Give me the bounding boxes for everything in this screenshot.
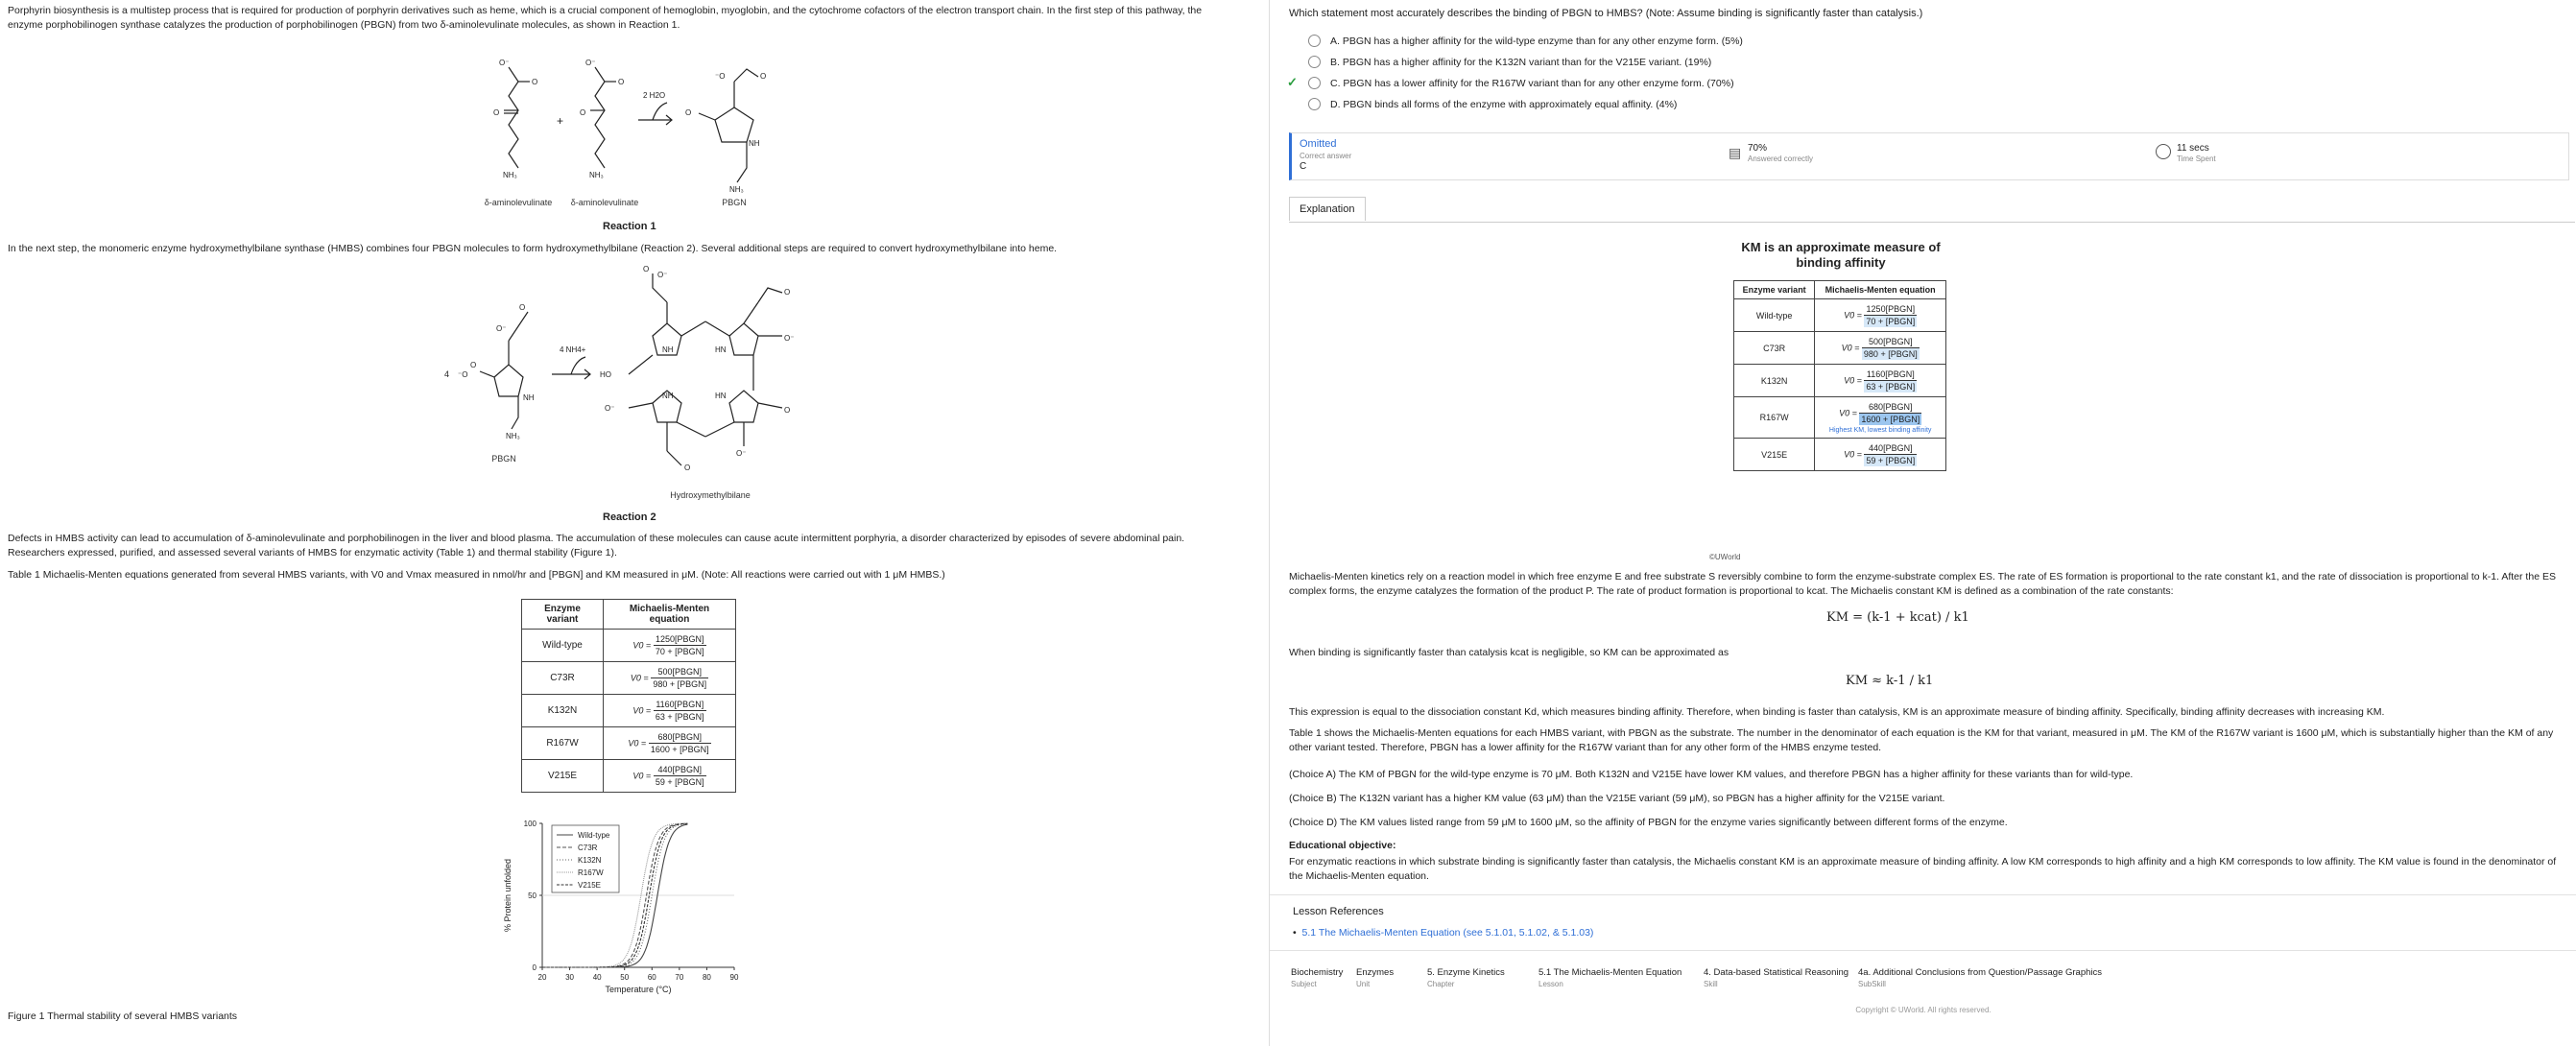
equation-numerator: 1160[PBGN]	[654, 699, 706, 711]
time-spent: 11 secs	[2177, 143, 2209, 154]
equation-denominator: 63 + [PBGN]	[1866, 382, 1916, 392]
table-cell-equation	[1815, 299, 1946, 332]
table-1	[521, 599, 736, 793]
rxn1-label-b: δ-aminolevulinate	[570, 198, 639, 207]
correct-answer-label: Correct answer	[1300, 152, 1352, 160]
table-row	[522, 662, 736, 695]
svg-text:O: O	[784, 288, 791, 297]
equation-fraction	[1864, 442, 1917, 466]
v0-label: V0 =	[1839, 408, 1857, 418]
table-cell-equation	[604, 727, 736, 760]
equation-denominator: 70 + [PBGN]	[1866, 317, 1916, 326]
passage-paragraph-1: Porphyrin biosynthesis is a multistep process that is required for production of porphyrin derivatives such as heme, which is a crucial component of hemoglobin, myoglobin, and the cytochrome cofactors of the electron transport chain. In the first step of this pathway, the enzyme porphobilinogen synthase catalyzes the production of porphobilinogen (PBGN) from two δ-aminolevulinate molecules, as shown in Reaction 1.	[8, 5, 1203, 31]
equation-fraction	[1862, 336, 1920, 360]
table-cell-variant: R167W	[1734, 397, 1815, 439]
rxn1-label-c: PBGN	[722, 198, 747, 207]
svg-text:O: O	[532, 78, 538, 86]
highest-km-note: Highest KM, lowest binding affinity	[1828, 427, 1932, 434]
equation-numerator: 1160[PBGN]	[1864, 368, 1917, 381]
explanation-box-title: KM is an approximate measure of binding affinity	[1741, 240, 1941, 270]
y-tick-label: 50	[528, 891, 537, 900]
correct-answer-value: C	[1300, 161, 1307, 172]
legend-label: R167W	[578, 868, 604, 877]
time-spent-label: Time Spent	[2177, 155, 2216, 163]
passage-paragraph-2: In the next step, the monomeric enzyme hydroxymethylbilane synthase (HMBS) combines four PBGN molecules to form hydroxymethylbilane (Reaction 2). Several additional steps are required to convert hydroxymethylbilane into heme.	[8, 243, 1058, 254]
y-axis-label: % Protein unfolded	[503, 858, 513, 933]
v0-label: V0 =	[1844, 375, 1862, 386]
educational-objective: For enzymatic reactions in which substrate binding is significantly faster than catalysis, the Michaelis constant KM is an approximate measure of binding affinity. A low KM corresponds to high affinity and a high KM corresponds to low affinity. The KM value is found in the denominator of the Michaelis-Menten equation.	[1289, 856, 2557, 882]
svg-text:HN: HN	[715, 345, 727, 354]
x-tick-label: 90	[729, 973, 739, 982]
equation-fraction	[1864, 303, 1917, 327]
figure-1-chart	[499, 814, 758, 996]
rxn2-reagent: 4 NH4+	[560, 345, 586, 354]
legend-label: Wild-type	[578, 831, 610, 840]
equation-denominator: 980 + [PBGN]	[653, 679, 707, 689]
reaction-1-title: Reaction 1	[603, 221, 656, 232]
explanation-paragraph-1: Michaelis-Menten kinetics rely on a reaction model in which free enzyme E and free substrate S reversibly combine to form the enzyme-substrate complex ES. The rate of ES formation is proportional to the rate constant k1, and the rate of dissociation is proportional to k-1. After the ES complex forms, the enzyme catalyzes the formation of the product P. The rate of product formation is proportional to kcat. The Michaelis constant KM is defined as a combination of the rate constants:	[1289, 571, 2556, 597]
equation-fraction	[1859, 401, 1921, 425]
table-cell-variant: Wild-type	[522, 630, 604, 662]
clock-icon	[2156, 144, 2171, 159]
answer-choice-text: A. PBGN has a higher affinity for the wild-type enzyme than for any other enzyme form. (5%)	[1330, 35, 1743, 47]
divider-refs	[1270, 894, 2576, 895]
table-cell-equation	[1815, 397, 1946, 439]
rxn2-coefficient: 4	[444, 369, 450, 379]
answer-choice-text: D. PBGN binds all forms of the enzyme with approximately equal affinity. (4%)	[1330, 98, 1678, 110]
footer-item-label: Skill	[1704, 980, 1718, 988]
table-cell-variant: K132N	[522, 695, 604, 727]
equation-fraction	[651, 666, 708, 690]
table-row	[1734, 299, 1946, 332]
footer-item	[1356, 967, 1394, 988]
equation-denominator: 1600 + [PBGN]	[650, 745, 709, 754]
equation-numerator: 440[PBGN]	[1864, 442, 1917, 455]
rxn2-label-b: Hydroxymethylbilane	[670, 490, 751, 500]
footer-item-value: Biochemistry	[1291, 967, 1344, 978]
legend-label: C73R	[578, 844, 598, 852]
question-pane[interactable]	[1269, 0, 2576, 1046]
stats-bar	[1289, 132, 2569, 180]
table-cell-variant: V215E	[1734, 439, 1815, 471]
lesson-reference-item: • 5.1 The Michaelis-Menten Equation (see 5.1.01, 5.1.02, & 5.1.03)	[1293, 927, 1594, 939]
svg-text:O⁻: O⁻	[736, 449, 747, 458]
equation-numerator: 680[PBGN]	[649, 731, 711, 744]
explanation-choice-d: (Choice D) The KM values listed range from 59 μM to 1600 μM, so the affinity of PBGN for the enzyme varies significantly between different forms of the enzyme.	[1289, 817, 2008, 828]
correct-check-icon: ✓	[1287, 75, 1298, 89]
svg-text:NH: NH	[523, 393, 535, 402]
passage-paragraph-3: Defects in HMBS activity can lead to accumulation of δ-aminolevulinate and porphobilinogen in the liver and blood plasma. The accumulation of these molecules can cause acute intermittent porphyria, a disorder characterized by episodes of severe abdominal pain. Researchers expressed, purified, and assessed several variants of HMBS for enzymatic activity (Table 1) and thermal stability (Figure 1).	[8, 533, 1185, 559]
answer-choice[interactable]	[1308, 98, 1677, 110]
svg-text:NH₃: NH₃	[589, 171, 604, 179]
table-row	[522, 727, 736, 760]
table-cell-equation	[604, 760, 736, 793]
explanation-choice-b: (Choice B) The K132N variant has a higher KM value (63 μM) than the V215E variant (59 μM), so PBGN has a higher affinity for the V215E variant.	[1289, 793, 1945, 804]
svg-text:O: O	[643, 265, 650, 273]
svg-text:NH: NH	[749, 139, 760, 148]
explanation-choice-a: (Choice A) The KM of PBGN for the wild-type enzyme is 70 μM. Both K132N and V215E have lower KM values, and therefore PBGN has a higher affinity for these variants than for wild-type.	[1289, 769, 2134, 780]
v0-label: V0 =	[1844, 449, 1862, 460]
equation-numerator: 680[PBGN]	[1859, 401, 1921, 414]
v0-label: V0 =	[628, 738, 647, 749]
reaction-2-diagram	[437, 264, 821, 504]
reaction-2-title: Reaction 2	[603, 511, 656, 523]
explanation-paragraph-4: Table 1 shows the Michaelis-Menten equations for each HMBS variant, with PBGN as the substrate. The number in the denominator of each equation is the KM for that variant, measured in μM. The KM of the R167W variant is 1600 μM, which is substantially higher than the KM of any other variant tested. Therefore, PBGN has a lower affinity for the R167W variant than for any other form of the HMBS enzyme tested.	[1289, 727, 2554, 753]
table-row	[522, 630, 736, 662]
table-row	[1734, 439, 1946, 471]
lesson-reference-link[interactable]: 5.1 The Michaelis-Menten Equation (see 5.1.01, 5.1.02, & 5.1.03)	[1301, 927, 1594, 939]
table-cell-variant: V215E	[522, 760, 604, 793]
table-cell-variant: K132N	[1734, 365, 1815, 397]
educational-objective-title: Educational objective:	[1289, 840, 1396, 851]
svg-text:HO: HO	[600, 370, 611, 379]
equation-denominator: 70 + [PBGN]	[655, 647, 704, 656]
x-axis-label: Temperature (°C)	[605, 985, 672, 994]
equation-numerator: 440[PBGN]	[654, 764, 706, 776]
svg-text:O: O	[519, 303, 526, 312]
svg-text:HN: HN	[715, 392, 727, 400]
table-cell-variant: R167W	[522, 727, 604, 760]
explanation-paragraph-3: This expression is equal to the dissociation constant Kd, which measures binding affinity. Therefore, when binding is faster than catalysis, KM is an approximate measure of binding affinity. Specifically, binding affinity decreases with increasing KM.	[1289, 706, 2385, 718]
table-row	[1734, 332, 1946, 365]
svg-text:O⁻: O⁻	[657, 271, 668, 279]
table-cell-equation	[1815, 332, 1946, 365]
answer-choice[interactable]	[1308, 77, 1734, 89]
copyright: Copyright © UWorld. All rights reserved.	[1855, 1006, 1992, 1014]
reaction-1-diagram	[461, 38, 787, 221]
radio-button[interactable]	[1308, 35, 1321, 47]
equation-denominator: 980 + [PBGN]	[1863, 349, 1918, 359]
svg-text:O: O	[470, 361, 477, 369]
table-cell-equation	[604, 695, 736, 727]
v0-label: V0 =	[1844, 310, 1862, 321]
footer-item-label: Lesson	[1538, 980, 1563, 988]
equation-denominator: 59 + [PBGN]	[655, 777, 704, 787]
svg-text:O: O	[760, 72, 767, 81]
footer-item-value: Enzymes	[1356, 967, 1395, 978]
radio-button[interactable]	[1308, 56, 1321, 68]
equation-fraction	[654, 633, 706, 657]
table-row	[522, 695, 736, 727]
svg-text:NH₃: NH₃	[506, 432, 520, 440]
svg-text:O⁻: O⁻	[496, 324, 507, 333]
equation-fraction	[649, 731, 711, 755]
equation-fraction	[1864, 368, 1917, 392]
table-cell-equation	[604, 630, 736, 662]
svg-text:O: O	[685, 108, 692, 117]
equation-fraction	[654, 699, 706, 723]
radio-button[interactable]	[1308, 98, 1321, 110]
v0-label: V0 =	[632, 705, 652, 716]
footer-item	[1291, 967, 1343, 988]
svg-text:+: +	[557, 114, 564, 128]
x-tick-label: 70	[675, 973, 684, 982]
x-tick-label: 60	[647, 973, 656, 982]
svg-text:O: O	[493, 108, 500, 117]
y-tick-label: 0	[532, 963, 537, 972]
rxn1-label-a: δ-aminolevulinate	[484, 198, 553, 207]
footer-item	[1538, 967, 1682, 988]
legend-label: K132N	[578, 856, 602, 865]
y-tick-label: 100	[523, 820, 537, 828]
tab-explanation[interactable]: Explanation	[1289, 197, 1366, 221]
answer-choice-text: C. PBGN has a lower affinity for the R167W variant than for any other enzyme form. (70%)	[1330, 77, 1734, 89]
equation-numerator: 1250[PBGN]	[1864, 303, 1917, 316]
explanation-credit: ©UWorld	[1709, 553, 1741, 561]
svg-text:O: O	[784, 406, 791, 415]
equation-denominator: 1600 + [PBGN]	[1861, 415, 1920, 424]
passage-pane[interactable]	[0, 0, 1267, 1046]
equation-denominator: 59 + [PBGN]	[1866, 456, 1916, 465]
x-tick-label: 30	[565, 973, 575, 982]
table-1-caption: Table 1 Michaelis-Menten equations generated from several HMBS variants, with V0 and Vmax measured in nmol/hr and [PBGN] and KM measured in μM. (Note: All reactions were carried out with 1 μM HMBS.)	[8, 569, 945, 581]
percent-correct-label: Answered correctly	[1748, 155, 1814, 163]
svg-text:O⁻: O⁻	[585, 59, 596, 67]
table-row	[522, 760, 736, 793]
figure-1-caption: Figure 1 Thermal stability of several HMBS variants	[8, 1010, 238, 1022]
equation-numerator: 1250[PBGN]	[654, 633, 706, 646]
table-row	[1734, 397, 1946, 439]
svg-text:O: O	[684, 464, 691, 472]
svg-text:O: O	[580, 108, 586, 117]
x-tick-label: 50	[620, 973, 630, 982]
v0-label: V0 =	[1841, 343, 1860, 353]
answer-choice[interactable]	[1308, 56, 1711, 68]
svg-text:NH: NH	[662, 345, 674, 354]
svg-text:⁻O: ⁻O	[715, 72, 726, 81]
question-stem: Which statement most accurately describes the binding of PBGN to HMBS? (Note: Assume binding is significantly faster than catalysis.)	[1289, 8, 1923, 19]
x-tick-label: 80	[702, 973, 711, 982]
svg-text:O⁻: O⁻	[605, 404, 615, 413]
bar-chart-icon: ▤	[1729, 145, 1742, 160]
table-cell-equation	[1815, 365, 1946, 397]
percent-correct: 70%	[1748, 143, 1768, 154]
answer-choice-text: B. PBGN has a higher affinity for the K132N variant than for the V215E variant. (19%)	[1330, 56, 1712, 68]
x-tick-label: 20	[537, 973, 547, 982]
footer-item-value: 4a. Additional Conclusions from Question/Passage Graphics	[1858, 967, 2102, 978]
v0-label: V0 =	[632, 771, 652, 781]
rxn1-reagent: 2 H2O	[643, 91, 666, 100]
exp-table-header-variant: Enzyme variant	[1734, 281, 1815, 299]
v0-label: V0 =	[632, 640, 652, 651]
svg-text:NH₃: NH₃	[503, 171, 517, 179]
table-cell-variant: Wild-type	[1734, 299, 1815, 332]
table-cell-equation	[1815, 439, 1946, 471]
footer-item-label: Chapter	[1427, 980, 1455, 988]
svg-text:NH₃: NH₃	[729, 185, 744, 194]
footer-item-label: SubSkill	[1858, 980, 1886, 988]
answer-choice[interactable]	[1308, 35, 1743, 47]
footer-item-value: 5. Enzyme Kinetics	[1427, 967, 1505, 978]
rxn2-label-a: PBGN	[491, 454, 516, 464]
equation-fraction	[654, 764, 706, 788]
legend-label: V215E	[578, 881, 602, 890]
equation-numerator: 500[PBGN]	[651, 666, 708, 678]
footer-item	[1427, 967, 1505, 988]
explanation-paragraph-2: When binding is significantly faster than catalysis kcat is negligible, so KM can be approximated as	[1289, 647, 1729, 658]
table-cell-variant: C73R	[1734, 332, 1815, 365]
status-text: Omitted	[1300, 138, 1337, 150]
table-row	[1734, 365, 1946, 397]
svg-text:O⁻: O⁻	[499, 59, 510, 67]
svg-text:O⁻: O⁻	[784, 334, 795, 343]
footer-item	[1704, 967, 1849, 988]
divider-footer	[1270, 950, 2576, 951]
radio-button[interactable]	[1308, 77, 1321, 89]
table-header-variant: Enzyme variant	[522, 600, 604, 630]
lesson-references-title: Lesson References	[1293, 906, 1384, 917]
footer-item-value: 4. Data-based Statistical Reasoning	[1704, 967, 1849, 978]
footer-item	[1858, 967, 2102, 988]
footer-item-label: Subject	[1291, 980, 1317, 988]
exp-table-header-equation: Michaelis-Menten equation	[1815, 281, 1946, 299]
table-cell-variant: C73R	[522, 662, 604, 695]
svg-text:NH: NH	[662, 392, 674, 400]
footer-item-label: Unit	[1356, 980, 1371, 988]
v0-label: V0 =	[630, 673, 649, 683]
tab-divider	[1289, 222, 2575, 223]
equation-denominator: 63 + [PBGN]	[655, 712, 704, 722]
explanation-table	[1733, 280, 1946, 471]
equation-2: KM ≈ k-1 / k1	[1846, 674, 1934, 688]
equation-numerator: 500[PBGN]	[1862, 336, 1920, 348]
equation-1: KM = (k-1 + kcat) / k1	[1826, 610, 1969, 625]
svg-text:O: O	[618, 78, 625, 86]
x-tick-label: 40	[592, 973, 602, 982]
table-cell-equation	[604, 662, 736, 695]
footer-item-value: 5.1 The Michaelis-Menten Equation	[1538, 967, 1682, 978]
table-header-equation: Michaelis-Menten equation	[604, 600, 736, 630]
svg-text:⁻O: ⁻O	[458, 370, 468, 379]
